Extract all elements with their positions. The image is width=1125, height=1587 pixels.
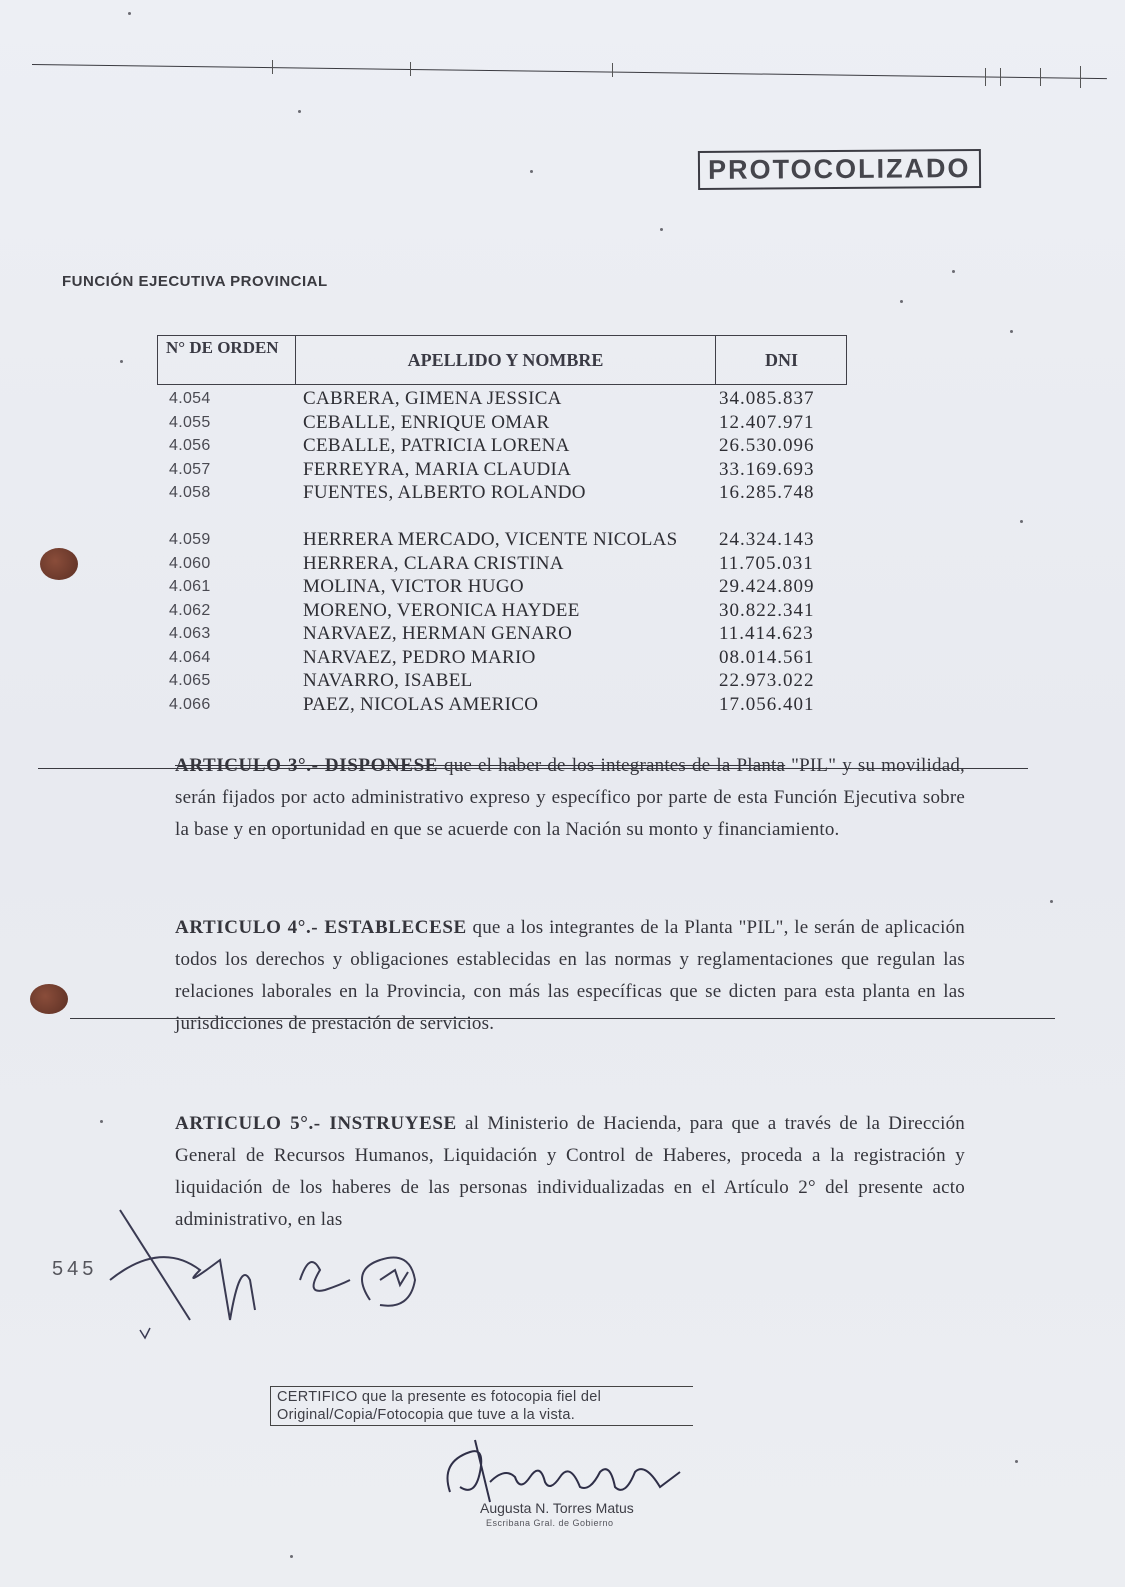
- dni-cell: 26.530.096: [719, 435, 815, 456]
- speck: [100, 1120, 103, 1123]
- table-row: [157, 458, 847, 482]
- order-cell: 4.065: [169, 672, 211, 689]
- article-3-lead: ARTICULO 3°.- DISPONESE: [175, 755, 439, 776]
- dni-cell: 24.324.143: [719, 529, 815, 550]
- top-tick: [410, 62, 411, 76]
- table-row: [157, 434, 847, 458]
- dni-cell: 33.169.693: [719, 458, 815, 480]
- dni-cell: 17.056.401: [719, 693, 815, 715]
- table-row: [157, 575, 847, 599]
- dni-cell: 08.014.561: [719, 646, 815, 668]
- document-number: 545: [52, 1258, 98, 1280]
- article-4: [175, 912, 965, 1040]
- certification-line-2: Original/Copia/Fotocopia que tuve a la vista.: [277, 1407, 576, 1423]
- article-4-body: que a los integrantes de la Planta "PIL", le serán de aplicación todos los derechos y obligaciones establecidas en las normas y reglamentaciones que regulan las relaciones laborales en la Provincia, con más las específicas que se dicten para esta planta en las jurisdicciones de prestación de servicios.: [175, 917, 965, 1034]
- name-cell: PAEZ, NICOLAS AMERICO: [303, 693, 539, 715]
- name-cell: MOLINA, VICTOR HUGO: [303, 576, 524, 597]
- speck: [120, 360, 123, 363]
- article-3-struck-text: que el haber de los integrantes de la Planta: [438, 755, 786, 776]
- article-5-body: al Ministerio de Hacienda, para que a través de la Dirección General de Recursos Humanos, Liquidación y Control de Haberes, proceda a la registración y liquidación de los haberes de las personas individualizadas en el Artículo 2° del presente acto administrativo, en las: [175, 1113, 966, 1230]
- table-row: [157, 481, 847, 505]
- order-cell: 4.061: [169, 578, 211, 595]
- ink-blot: [30, 984, 68, 1014]
- article-4-lead: ARTICULO 4°.- ESTABLECESE: [175, 917, 467, 938]
- name-cell: CABRERA, GIMENA JESSICA: [303, 388, 562, 409]
- top-rule: [32, 64, 1107, 79]
- top-tick: [1040, 68, 1041, 86]
- certification-line-1: CERTIFICO que la presente es fotocopia fiel del: [277, 1389, 602, 1405]
- order-cell: 4.062: [169, 601, 211, 619]
- table-row: [157, 646, 847, 670]
- table-row: [157, 693, 847, 717]
- order-cell: 4.057: [169, 460, 211, 478]
- dni-cell: 12.407.971: [719, 411, 815, 433]
- column-header-order: N° DE ORDEN: [158, 336, 296, 384]
- name-cell: CEBALLE, PATRICIA LORENA: [303, 435, 570, 456]
- top-tick: [272, 60, 273, 74]
- name-cell: HERRERA, CLARA CRISTINA: [303, 552, 564, 574]
- order-cell: 4.055: [169, 413, 211, 431]
- speck: [290, 1555, 293, 1558]
- order-cell: 4.064: [169, 648, 211, 666]
- speck: [900, 300, 903, 303]
- signatory-name: Augusta N. Torres Matus: [480, 1500, 634, 1516]
- top-tick: [1000, 68, 1001, 86]
- top-tick: [612, 63, 613, 77]
- dni-cell: 16.285.748: [719, 482, 815, 503]
- speck: [530, 170, 533, 173]
- dni-cell: 22.973.022: [719, 670, 815, 691]
- speck: [128, 12, 131, 15]
- dni-cell: 11.414.623: [719, 623, 814, 644]
- speck: [1020, 520, 1023, 523]
- name-cell: FERREYRA, MARIA CLAUDIA: [303, 458, 572, 480]
- article-3: [175, 750, 965, 846]
- table-row: [157, 622, 847, 646]
- certification-stamp: [270, 1386, 693, 1426]
- speck: [660, 228, 663, 231]
- table-row: [157, 599, 847, 623]
- name-cell: HERRERA MERCADO, VICENTE NICOLAS: [303, 529, 678, 550]
- top-tick: [1080, 66, 1081, 88]
- top-tick: [985, 68, 986, 86]
- speck: [298, 110, 301, 113]
- dni-cell: 30.822.341: [719, 599, 815, 621]
- table-row: [157, 387, 847, 411]
- order-cell: 4.054: [169, 390, 211, 407]
- personnel-table: [157, 335, 847, 716]
- order-cell: 4.056: [169, 437, 211, 454]
- article-5-lead: ARTICULO 5°.- INSTRUYESE: [175, 1113, 457, 1134]
- order-cell: 4.066: [169, 695, 211, 713]
- name-cell: FUENTES, ALBERTO ROLANDO: [303, 482, 586, 503]
- column-header-name: APELLIDO Y NOMBRE: [407, 350, 604, 370]
- fold-rule: [70, 1018, 1055, 1019]
- name-cell: NARVAEZ, PEDRO MARIO: [303, 646, 536, 668]
- column-header-dni: DNI: [715, 336, 847, 384]
- speck: [952, 270, 955, 273]
- speck: [1015, 1460, 1018, 1463]
- table-row: [157, 669, 847, 693]
- order-cell: 4.060: [169, 554, 211, 572]
- table-row: [157, 411, 847, 435]
- order-cell: 4.058: [169, 484, 211, 501]
- name-cell: NAVARRO, ISABEL: [303, 670, 473, 691]
- protocol-stamp: PROTOCOLIZADO: [698, 149, 981, 190]
- table-body: [157, 387, 847, 716]
- speck: [1010, 330, 1013, 333]
- order-cell: 4.059: [169, 531, 211, 548]
- name-cell: NARVAEZ, HERMAN GENARO: [303, 623, 573, 644]
- table-row: [157, 505, 847, 552]
- table-header: [157, 335, 847, 385]
- initials-signatures: [50, 1200, 450, 1340]
- order-cell: 4.063: [169, 625, 211, 642]
- signatory-title: Escribana Gral. de Gobierno: [486, 1518, 614, 1528]
- speck: [1050, 900, 1053, 903]
- dni-cell: 11.705.031: [719, 552, 814, 574]
- name-cell: MORENO, VERONICA HAYDEE: [303, 599, 580, 621]
- article-3-body: "PIL" y su movilidad, serán fijados por acto administrativo expreso y específico por parte de esta Función Ejecutiva sobre la base y en oportunidad en que se acuerde con la Nación su monto y financiamiento.: [175, 755, 965, 840]
- dni-cell: 34.085.837: [719, 388, 815, 409]
- table-row: [157, 552, 847, 576]
- dni-cell: 29.424.809: [719, 576, 815, 597]
- ink-blot: [40, 548, 78, 580]
- name-cell: CEBALLE, ENRIQUE OMAR: [303, 411, 550, 433]
- issuer-header: FUNCIÓN EJECUTIVA PROVINCIAL: [62, 273, 328, 290]
